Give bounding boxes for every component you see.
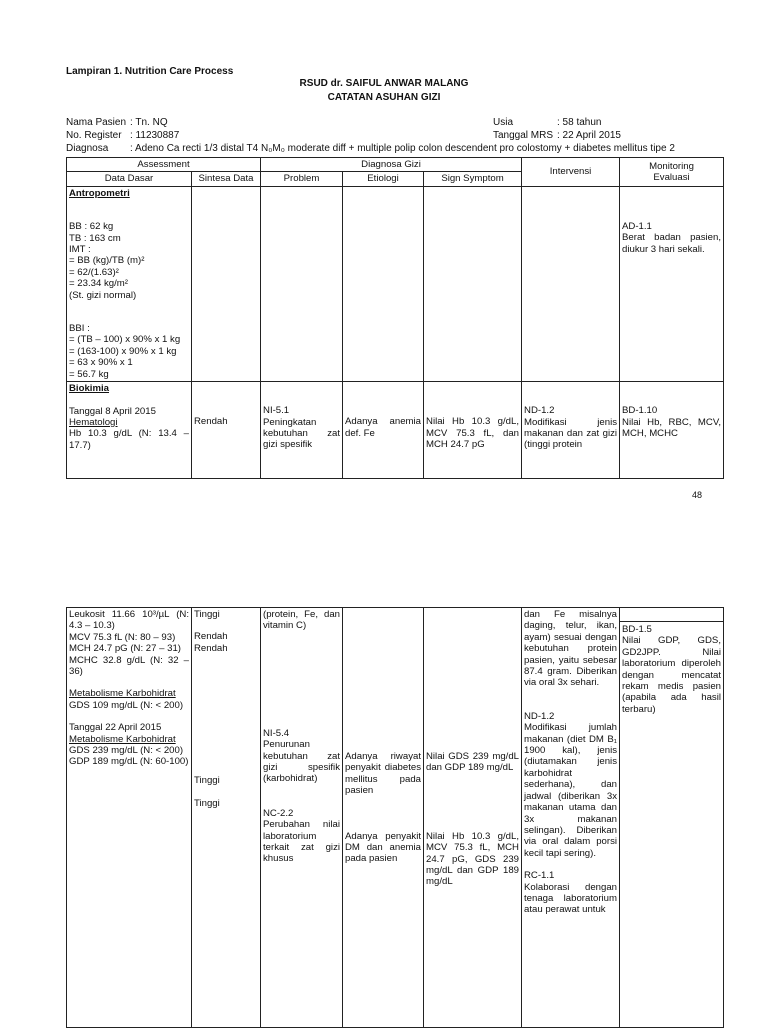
sintesa-gds: Tinggi: [194, 775, 220, 787]
problem-2-code: NI-5.4: [263, 727, 290, 739]
document-title: CATATAN ASUHAN GIZI: [327, 92, 441, 103]
sign-3-text: Nilai Hb 10.3 g/dL, MCV 75.3 fL, MCH 24.7 pG, GDS 239 mg/dL dan GDP 189 mg/dL: [426, 830, 519, 888]
intervensi-code: ND-1.2: [524, 405, 555, 417]
biokimia-problem-cell: [261, 382, 343, 479]
sign-2-text: Nilai GDS 239 mg/dL dan GDP 189 mg/dL: [426, 751, 519, 774]
date-2: Tanggal 22 April 2015: [69, 722, 162, 734]
header-monitoring-evaluasi: [620, 158, 724, 187]
hospital-name: RSUD dr. SAIFUL ANWAR MALANG: [299, 78, 469, 89]
antropometri-heading: Antropometri: [69, 187, 130, 199]
header-etiologi: Etiologi: [343, 172, 424, 186]
hb-sintesa: Rendah: [194, 416, 228, 428]
lab-line: Leukosit 11.66 10³/µL (N: 4.3 – 10.3): [69, 609, 189, 632]
sintesa-cell: [192, 608, 261, 1028]
anthro-monitoring-cell: [620, 186, 724, 381]
anthro-line: = 23.34 kg/m²: [69, 278, 128, 290]
biokimia-intervensi-cell: [522, 382, 620, 479]
metab-heading: Metabolisme Karbohidrat: [69, 688, 176, 700]
sintesa-mcv: Rendah: [194, 631, 228, 643]
lab-line: MCHC 32.8 g/dL (N: 32 – 36): [69, 654, 189, 678]
biokimia-etiologi-cell: [343, 382, 424, 479]
gds-2: GDS 239 mg/dL (N: < 200): [69, 745, 184, 757]
anthro-monitoring-text: Berat badan pasien, diukur 3 hari sekali.: [622, 232, 722, 255]
patient-name-value: : Tn. NQ: [130, 117, 168, 128]
anthro-line: TB : 163 cm: [69, 232, 121, 244]
header-sign-symptom: Sign Symptom: [424, 172, 522, 186]
register-label: No. Register: [66, 130, 122, 141]
header-sintesa-data: Sintesa Data: [192, 172, 261, 186]
problem-2-text: Penurunan kebutuhan zat gizi spesifik (karbohidrat): [263, 739, 340, 785]
sintesa-leukosit: Tinggi: [194, 609, 220, 620]
nutrition-care-table-page-2: [66, 607, 724, 1028]
admission-date-value: : 22 April 2015: [557, 130, 621, 141]
monitoring-cell-2: [620, 608, 724, 1028]
appendix-title: Lampiran 1. Nutrition Care Process: [66, 66, 234, 77]
age-label: Usia: [493, 117, 514, 128]
metab-heading-2: Metabolisme Karbohidrat: [69, 733, 176, 745]
sintesa-gdp: Tinggi: [194, 797, 220, 809]
header-problem: Problem: [261, 172, 343, 186]
biokimia-date: Tanggal 8 April 2015: [69, 405, 156, 417]
document-page-2: [0, 560, 768, 1024]
empty-cell: [261, 186, 343, 381]
bbi-line: = 56.7 kg: [69, 368, 109, 380]
anthro-line: IMT :: [69, 244, 91, 256]
bbi-line: = 63 x 90% x 1: [69, 357, 133, 369]
empty-cell: [192, 186, 261, 381]
anthro-line: = BB (kg)/TB (m)²: [69, 255, 145, 267]
monitoring-2-text: Nilai GDP, GDS, GD2JPP. Nilai laboratorium diperoleh dengan mencatat rekam medis pasien (apabila ada hasil terbaru): [622, 635, 721, 715]
intervensi-2-text: Modifikasi jumlah makanan (diet DM B₁ 1900 kal), jenis (diutamakan jenis karbohidrat sederhana), dan jadwal (diberikan 3x makanan utama dan 3x makanan selingan). Diberikan via oral dalam porsi kecil tapi sering).: [524, 722, 617, 859]
anthro-line: BB : 62 kg: [69, 221, 114, 233]
biokimia-sintesa-cell: [192, 382, 261, 479]
intervensi-continued: dan Fe misalnya daging, telur, ikan, ayam) sesuai dengan kebutuhan protein pasien, yaitu sebesar 87.4 gram. Diberikan via oral 3x sehari.: [524, 609, 617, 689]
bbi-line: BBI :: [69, 323, 90, 335]
patient-name-label: Nama Pasien: [66, 117, 127, 128]
age-value: : 58 tahun: [557, 117, 602, 128]
biokimia-monitoring-cell: [620, 382, 724, 479]
monitoring-text: Nilai Hb, RBC, MCV, MCH, MCHC: [622, 416, 722, 439]
register-value: : 11230887: [130, 130, 180, 141]
gdp: GDP 189 mg/dL (N: 60-100): [69, 756, 189, 768]
hb-value: Hb 10.3 g/dL (N: 13.4 – 17.7): [69, 428, 189, 451]
problem-continued: (protein, Fe, dan vitamin C): [263, 609, 340, 632]
anthro-line: (St. gizi normal): [69, 289, 137, 301]
empty-cell: [343, 186, 424, 381]
biokimia-heading: Biokimia: [69, 383, 109, 395]
diagnosa-label: Diagnosa: [66, 143, 109, 154]
etiologi-cell-2: [343, 608, 424, 1028]
header-intervensi: Intervensi: [522, 158, 620, 187]
sign-text: Nilai Hb 10.3 g/dL, MCV 75.3 fL, dan MCH 24.7 pG: [426, 416, 520, 450]
header-data-dasar: Data Dasar: [67, 172, 192, 186]
etiologi-3-text: Adanya penyakit DM dan anemia pada pasien: [345, 830, 421, 865]
admission-date-label: Tanggal MRS: [493, 130, 554, 141]
problem-cell-2: [261, 608, 343, 1028]
hematologi-heading: Hematologi: [69, 416, 118, 428]
anthro-monitoring-code: AD-1.1: [622, 220, 652, 232]
intervensi-2-code: ND-1.2: [524, 710, 555, 722]
lab-line: MCH 24.7 pG (N: 27 – 31): [69, 643, 181, 655]
problem-text: Peningkatan kebutuhan zat gizi spesifik: [263, 416, 341, 451]
biokimia-sign-cell: [424, 382, 522, 479]
anthro-line: = 62/(1.63)²: [69, 266, 119, 278]
problem-3-code: NC-2.2: [263, 807, 294, 819]
diagnosa-value: : Adeno Ca recti 1/3 distal T4 N₀M₀ moderate diff + multiple polip colon descendent pro colostomy + diabetes mellitus tipe 2: [130, 143, 675, 154]
header-evaluasi: Evaluasi: [653, 171, 690, 183]
sign-cell-2: [424, 608, 522, 1028]
nutrition-care-table-page-1: [66, 157, 724, 479]
intervensi-3-code: RC-1.1: [524, 870, 555, 882]
sintesa-mch: Rendah: [194, 642, 228, 654]
biokimia-cell: [67, 382, 192, 479]
intervensi-text: Modifikasi jenis makanan dan zat gizi (tinggi protein: [524, 416, 618, 451]
bbi-line: = (163-100) x 90% x 1 kg: [69, 345, 177, 357]
header-monitoring: Monitoring: [649, 160, 694, 172]
empty-cell: [522, 186, 620, 381]
empty-cell: [424, 186, 522, 381]
gds-1: GDS 109 mg/dL (N: < 200): [69, 699, 184, 711]
header-diagnosa-gizi: Diagnosa Gizi: [261, 158, 522, 172]
problem-3-text: Perubahan nilai laboratorium terkait zat gizi khusus: [263, 819, 340, 865]
monitoring-code: BD-1.10: [622, 405, 658, 417]
labs-cell: [67, 608, 192, 1028]
header-assessment: Assessment: [67, 158, 261, 172]
etiologi-text: Adanya anemia def. Fe: [345, 416, 422, 439]
problem-code: NI-5.1: [263, 405, 290, 417]
intervensi-cell-2: [522, 608, 620, 1028]
lab-line: MCV 75.3 fL (N: 80 – 93): [69, 631, 176, 643]
page-number: 48: [692, 490, 703, 500]
bbi-line: = (TB – 100) x 90% x 1 kg: [69, 334, 181, 346]
etiologi-2-text: Adanya riwayat penyakit diabetes mellitus pada pasien: [345, 751, 421, 797]
antropometri-cell: [67, 186, 192, 381]
intervensi-3-text: Kolaborasi dengan tenaga laboratorium atau perawat untuk: [524, 881, 617, 916]
monitoring-2-code: BD-1.5: [622, 624, 652, 635]
